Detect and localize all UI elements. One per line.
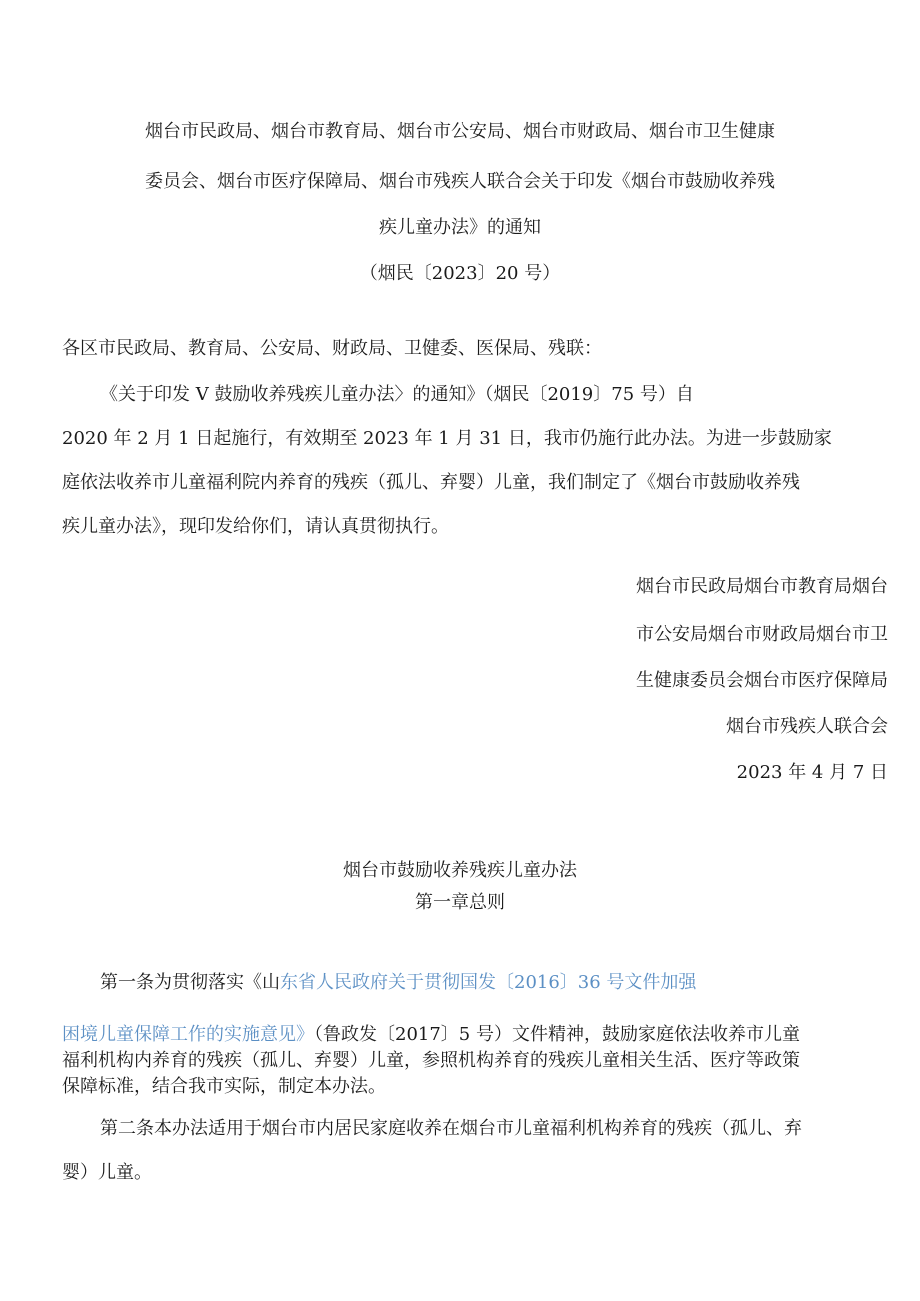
article-1-lead: 第一条为贯彻落实《山 — [100, 972, 280, 993]
signature-line-1: 烟台市民政局烟台市教育局烟台 — [636, 576, 888, 597]
recipients-line: 各区市民政局、教育局、公安局、财政局、卫健委、医保局、残联： — [62, 338, 602, 359]
article-1-line-2 — [62, 1024, 800, 1046]
signature-line-3: 生健康委员会烟台市医疗保障局 — [636, 670, 888, 691]
body-line-1: 《关于印发 V 鼓励收养残疾儿童办法〉的通知》（烟民〔2019〕75 号）自 — [100, 384, 694, 405]
article-1-rest-1: （鲁政发〔2017〕5 号）文件精神，鼓励家庭依法收养市儿童 — [314, 1024, 800, 1045]
signature-date: 2023 年 4 月 7 日 — [736, 762, 888, 783]
article-1-line-3: 福利机构内养育的残疾（孤儿、弃婴）儿童，参照机构养育的残疾儿童相关生活、医疗等政策 — [62, 1050, 800, 1071]
signature-line-2: 市公安局烟台市财政局烟台市卫 — [636, 624, 888, 645]
title-line-1: 烟台市民政局、烟台市教育局、烟台市公安局、烟台市财政局、烟台市卫生健康 — [145, 121, 775, 142]
measures-title: 烟台市鼓励收养残疾儿童办法 — [343, 860, 577, 881]
signature-line-4: 烟台市残疾人联合会 — [726, 716, 888, 737]
body-line-4: 疾儿童办法》，现印发给你们，请认真贯彻执行。 — [62, 516, 449, 537]
body-line-2: 2020 年 2 月 1 日起施行，有效期至 2023 年 1 月 31 日，我市仍施行此办法。为进一步鼓励家 — [62, 428, 832, 449]
cited-document-link-part-2[interactable]: 困境儿童保障工作的实施意见》 — [62, 1024, 314, 1045]
chapter-title: 第一章总则 — [415, 892, 505, 913]
body-line-3: 庭依法收养市儿童福利院内养育的残疾（孤儿、弃婴）儿童，我们制定了《烟台市鼓励收养残 — [62, 472, 800, 493]
title-line-3: 疾儿童办法》的通知 — [379, 217, 541, 238]
article-2-line-1: 第二条本办法适用于烟台市内居民家庭收养在烟台市儿童福利机构养育的残疾（孤儿、弃 — [100, 1118, 802, 1139]
article-2-line-2: 婴）儿童。 — [62, 1162, 152, 1183]
title-line-2: 委员会、烟台市医疗保障局、烟台市残疾人联合会关于印发《烟台市鼓励收养残 — [145, 171, 775, 192]
article-1-line-4: 保障标准，结合我市实际，制定本办法。 — [62, 1076, 386, 1097]
cited-document-link-part-1[interactable]: 东省人民政府关于贯彻国发〔2016〕36 号文件加强 — [280, 972, 697, 993]
document-number: （烟民〔2023〕20 号） — [359, 263, 561, 284]
article-1-line-1 — [100, 972, 696, 994]
